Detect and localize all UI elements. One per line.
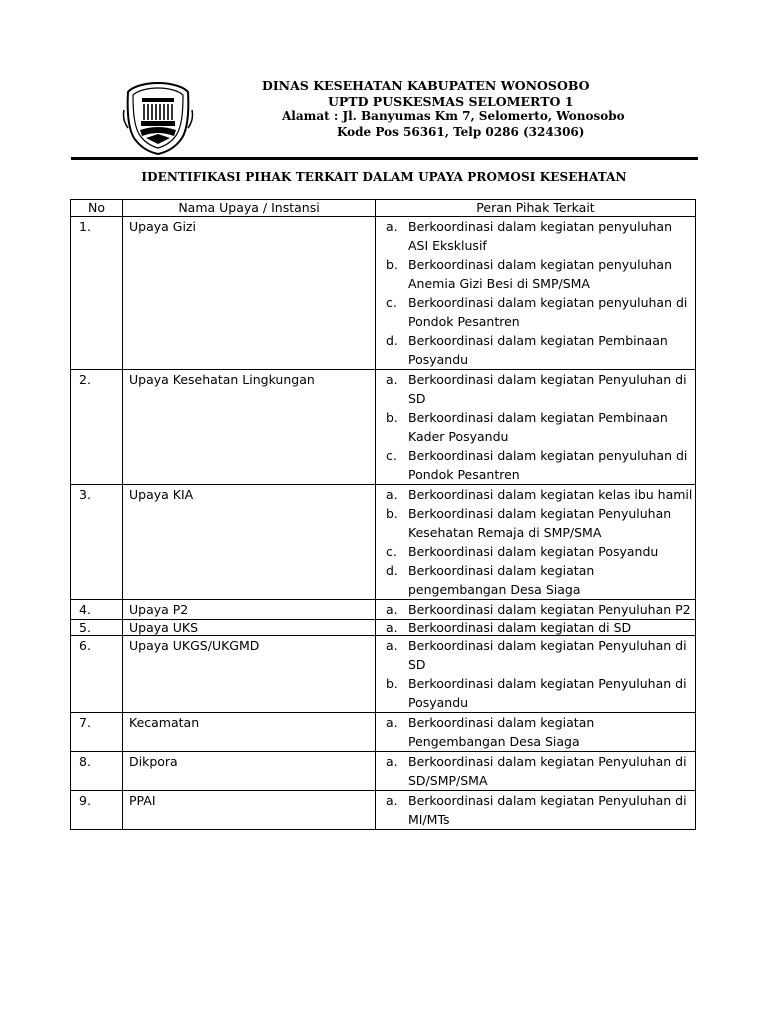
row-number: 8. [71, 752, 123, 791]
row-roles [376, 791, 696, 830]
row-number: 7. [71, 713, 123, 752]
agency-name: DINAS KESEHATAN KABUPATEN WONOSOBO [262, 78, 590, 93]
postal-phone: Kode Pos 56361, Telp 0286 (324306) [337, 124, 585, 139]
row-number: 2. [71, 370, 123, 485]
letterhead-divider [71, 157, 698, 160]
row-number: 5. [71, 620, 123, 636]
table-row [71, 752, 696, 791]
list-item: b. Berkoordinasi dalam kegiatan penyuluhan Anemia Gizi Besi di SMP/SMA [386, 257, 673, 291]
row-roles [376, 752, 696, 791]
list-item: a. Berkoordinasi dalam kegiatan kelas ibu hamil [386, 487, 693, 502]
table-row [71, 217, 696, 370]
row-name: Kecamatan [123, 713, 376, 752]
row-name: Upaya UKGS/UKGMD [123, 636, 376, 713]
row-name: Upaya KIA [123, 485, 376, 600]
row-number: 4. [71, 600, 123, 620]
row-roles [376, 485, 696, 600]
list-item: a. Berkoordinasi dalam kegiatan Pengembangan Desa Siaga [386, 715, 595, 749]
list-item: b. Berkoordinasi dalam kegiatan Penyuluhan Kesehatan Remaja di SMP/SMA [386, 506, 672, 540]
header-role: Peran Pihak Terkait [376, 200, 696, 217]
row-name: Upaya Kesehatan Lingkungan [123, 370, 376, 485]
stakeholder-table [70, 199, 696, 830]
unit-name: UPTD PUSKESMAS SELOMERTO 1 [328, 93, 574, 109]
header-no: No [71, 200, 123, 217]
list-item: c. Berkoordinasi dalam kegiatan penyuluhan di Pondok Pesantren [386, 448, 688, 482]
row-number: 6. [71, 636, 123, 713]
row-name: Upaya UKS [123, 620, 376, 636]
table-row [71, 636, 696, 713]
table-row [71, 620, 696, 636]
row-roles [376, 636, 696, 713]
table-row [71, 485, 696, 600]
list-item: a. Berkoordinasi dalam kegiatan Penyuluhan di SD [386, 638, 687, 672]
list-item: d. Berkoordinasi dalam kegiatan pengembangan Desa Siaga [386, 563, 595, 597]
list-item: b. Berkoordinasi dalam kegiatan Penyuluhan di Posyandu [386, 676, 687, 710]
row-name: Upaya P2 [123, 600, 376, 620]
row-roles [376, 217, 696, 370]
table-header-row [71, 200, 696, 217]
list-item: a. Berkoordinasi dalam kegiatan di SD [386, 620, 632, 635]
row-name: Dikpora [123, 752, 376, 791]
row-name: Upaya Gizi [123, 217, 376, 370]
list-item: a. Berkoordinasi dalam kegiatan Penyuluhan di SD/SMP/SMA [386, 754, 687, 788]
list-item: c. Berkoordinasi dalam kegiatan Posyandu [386, 544, 659, 559]
list-item: b. Berkoordinasi dalam kegiatan Pembinaan Kader Posyandu [386, 410, 668, 444]
row-number: 9. [71, 791, 123, 830]
regency-emblem-icon [122, 80, 194, 156]
table-row [71, 600, 696, 620]
row-number: 1. [71, 217, 123, 370]
row-name: PPAI [123, 791, 376, 830]
list-item: c. Berkoordinasi dalam kegiatan penyuluhan di Pondok Pesantren [386, 295, 688, 329]
row-roles [376, 600, 696, 620]
document-title: IDENTIFIKASI PIHAK TERKAIT DALAM UPAYA PROMOSI KESEHATAN [141, 170, 627, 184]
row-roles [376, 370, 696, 485]
row-number: 3. [71, 485, 123, 600]
list-item: a. Berkoordinasi dalam kegiatan penyuluhan ASI Eksklusif [386, 219, 673, 253]
address: Alamat : Jl. Banyumas Km 7, Selomerto, Wonosobo [282, 109, 625, 123]
table-row [71, 713, 696, 752]
header-name: Nama Upaya / Instansi [123, 200, 376, 217]
row-roles [376, 713, 696, 752]
row-roles [376, 620, 696, 636]
list-item: a. Berkoordinasi dalam kegiatan Penyuluhan P2 [386, 602, 691, 617]
list-item: a. Berkoordinasi dalam kegiatan Penyuluhan di MI/MTs [386, 793, 687, 827]
table-row [71, 370, 696, 485]
letterhead [200, 78, 720, 140]
list-item: d. Berkoordinasi dalam kegiatan Pembinaan Posyandu [386, 333, 668, 367]
list-item: a. Berkoordinasi dalam kegiatan Penyuluhan di SD [386, 372, 687, 406]
table-row [71, 791, 696, 830]
